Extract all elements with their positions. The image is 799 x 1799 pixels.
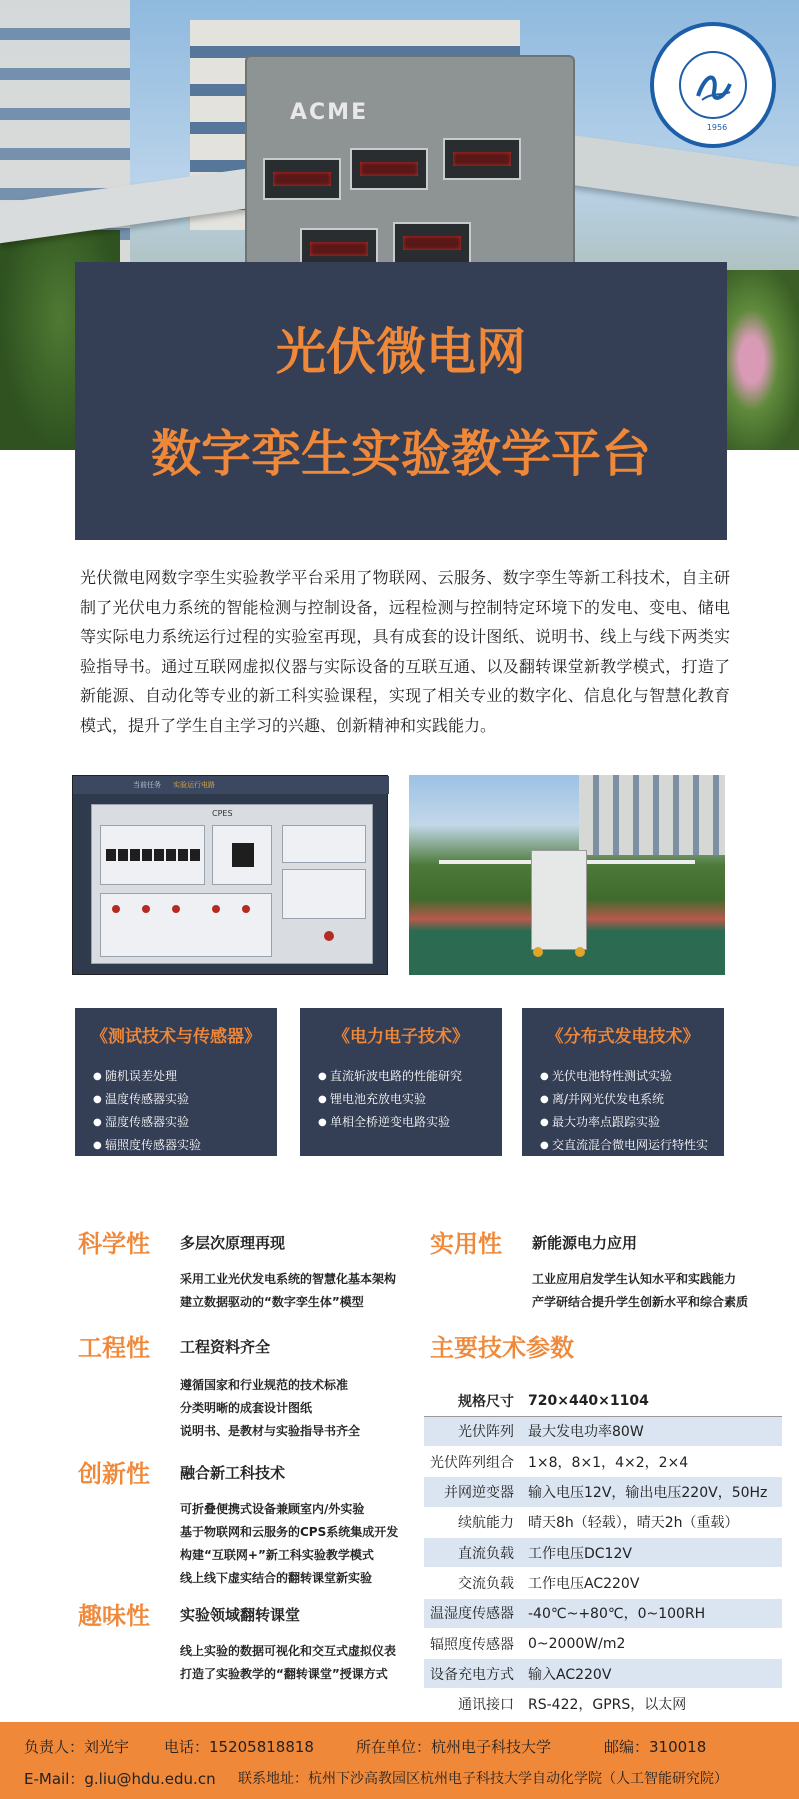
contact-footer (0, 1722, 799, 1799)
spec-value: 1×8，8×1，4×2，2×4 (522, 1447, 782, 1477)
table-row (424, 1628, 782, 1658)
meter-display (443, 138, 521, 180)
table-row (424, 1477, 782, 1507)
spec-key: 温湿度传感器 (424, 1598, 522, 1628)
course-box-title: 《电力电子技术》 (333, 1027, 469, 1047)
feature-line: 建立数据驱动的“数字孪生体”模型 (180, 1295, 364, 1309)
spec-value: 输入AC220V (522, 1659, 782, 1689)
indicator-light (242, 905, 250, 913)
spec-key: 通讯接口 (424, 1689, 522, 1719)
table-row (424, 1416, 782, 1446)
spec-value: 晴天8h（轻载），晴天2h（重载） (522, 1507, 782, 1537)
feature-key-practical: 实用性 (430, 1230, 502, 1258)
indicator-light (112, 905, 120, 913)
course-box-list (93, 1065, 271, 1157)
title-line-1: 光伏微电网 (276, 323, 526, 381)
list-item: ● 湿度传感器实验 (93, 1111, 271, 1134)
logo-wave-icon (692, 62, 736, 106)
sensor-box (282, 825, 366, 863)
course-box (75, 1008, 277, 1156)
list-item: ● 单相全桥逆变电路实验 (318, 1111, 496, 1134)
list-item: ● 直流斩波电路的性能研究 (318, 1065, 496, 1088)
footer-address: 联系地址：杭州下沙高教园区杭州电子科技大学自动化学院（人工智能研究院） (238, 1771, 728, 1787)
feature-lines (180, 1640, 396, 1686)
device-photo (409, 775, 725, 975)
spec-title: 主要技术参数 (430, 1334, 574, 1362)
pv-cell (178, 849, 188, 861)
indicator-light (324, 931, 334, 941)
list-item: ● 锂电池充放电实验 (318, 1088, 496, 1111)
feature-lines (180, 1498, 398, 1590)
feature-line: 构建“互联网+”新工科实验教学模式 (180, 1548, 374, 1562)
meter-display (350, 148, 428, 190)
tree-right (720, 270, 799, 450)
indicator-light (212, 905, 220, 913)
screenshot-panel (91, 804, 373, 964)
feature-lines (180, 1268, 396, 1314)
course-box-list (318, 1065, 496, 1134)
indicator-light (142, 905, 150, 913)
load-box (100, 893, 272, 957)
spec-key: 辐照度传感器 (424, 1628, 522, 1658)
intro-paragraph: 光伏微电网数字孪生实验教学平台采用了物联网、云服务、数字孪生等新工科技术，自主研制了光伏电力系统的智能检测与控制设备，远程检测与控制特定环境下的发电、变电、储电等实际电力系统运行过程的实验室再现，具有成套的设计图纸、说明书、线上与线下两类实验指导书。通过互联网虚拟仪器与实际设备的互联互通、以及翻转课堂新教学模式，打造了新能源、自动化等专业的新工科实验课程，实现了相关专业的数字化、信息化与智慧化教育模式，提升了学生自主学习的兴趣、创新精神和实践能力。 (80, 568, 730, 735)
footer-phone: 电话：15205818818 (164, 1738, 314, 1756)
spec-value: 最大发电功率80W (522, 1416, 782, 1446)
inverter-unit (232, 843, 254, 867)
table-row (424, 1507, 782, 1537)
feature-key-science: 科学性 (78, 1230, 150, 1258)
course-box (300, 1008, 502, 1156)
list-item: ● 辐照度传感器实验 (93, 1134, 271, 1157)
feature-line: 说明书、是教材与实验指导书齐全 (180, 1424, 361, 1438)
list-item: ● 最大功率点跟踪实验 (540, 1111, 718, 1134)
table-row (424, 1659, 782, 1689)
feature-key-engineering: 工程性 (78, 1334, 150, 1362)
title-banner (75, 262, 727, 540)
footer-unit: 所在单位：杭州电子科技大学 (356, 1738, 552, 1756)
pv-cell (106, 849, 116, 861)
table-row (424, 1386, 782, 1416)
title-line-2: 数字孪生实验教学平台 (151, 425, 651, 483)
photo-wheel (533, 947, 543, 957)
feature-line: 分类明晰的成套设计图纸 (180, 1401, 313, 1415)
photo-building (579, 775, 725, 855)
feature-head: 实验领域翻转课堂 (180, 1606, 301, 1624)
course-box-list (540, 1065, 718, 1180)
feature-head: 新能源电力应用 (532, 1234, 638, 1252)
spec-key: 光伏阵列组合 (424, 1447, 522, 1477)
pv-cell (118, 849, 128, 861)
photo-wheel (575, 947, 585, 957)
cabinet-brand: ACME (290, 100, 369, 125)
list-item: ● 交直流混合微电网运行特性实验 (540, 1134, 718, 1180)
feature-line: 产学研结合提升学生创新水平和综合素质 (532, 1295, 749, 1309)
feature-line: 遵循国家和行业规范的技术标准 (180, 1378, 349, 1392)
meter-display (263, 158, 341, 200)
spec-value: 工作电压AC220V (522, 1568, 782, 1598)
feature-key-innovation: 创新性 (78, 1460, 150, 1488)
spec-value: 输入电压12V，输出电压220V，50Hz (522, 1477, 782, 1507)
feature-head: 工程资料齐全 (180, 1338, 271, 1356)
list-item: ● 温度传感器实验 (93, 1088, 271, 1111)
course-box (522, 1008, 724, 1175)
footer-email[interactable]: E-Mail：g.liu@hdu.edu.cn (24, 1770, 216, 1788)
feature-line: 可折叠便携式设备兼顾室内/外实验 (180, 1502, 365, 1516)
table-row (424, 1598, 782, 1628)
logo-year: 1956 (706, 123, 728, 132)
list-item: ● 随机误差处理 (93, 1065, 271, 1088)
spec-key: 直流负载 (424, 1537, 522, 1567)
pv-cell (166, 849, 176, 861)
feature-line: 打造了实验教学的“翻转课堂”授课方式 (180, 1667, 388, 1681)
table-row (424, 1447, 782, 1477)
spec-value: 720×440×1104 (522, 1386, 782, 1416)
feature-line: 基于物联网和云服务的CPS系统集成开发 (180, 1525, 399, 1539)
indicator-light (172, 905, 180, 913)
feature-head: 融合新工科技术 (180, 1464, 286, 1482)
spec-value: RS-422，GPRS，以太网 (522, 1689, 782, 1719)
screenshot-panel-title: CPES (212, 809, 233, 818)
battery-box (282, 869, 366, 919)
pv-cell (142, 849, 152, 861)
table-row (424, 1689, 782, 1719)
pv-cell (130, 849, 140, 861)
software-screenshot (72, 775, 388, 975)
feature-lines (180, 1374, 360, 1443)
feature-line: 线上实验的数据可视化和交互式虚拟仪表 (180, 1644, 397, 1658)
course-box-title: 《分布式发电技术》 (546, 1027, 700, 1047)
feature-line: 线上线下虚实结合的翻转课堂新实验 (180, 1571, 373, 1585)
table-row (424, 1568, 782, 1598)
spec-key: 交流负载 (424, 1568, 522, 1598)
table-row (424, 1537, 782, 1567)
feature-line: 工业应用启发学生认知水平和实践能力 (532, 1272, 737, 1286)
course-box-title: 《测试技术与传感器》 (91, 1027, 261, 1047)
solar-panel-right (560, 133, 799, 217)
spec-key: 设备充电方式 (424, 1659, 522, 1689)
spec-key: 并网逆变器 (424, 1477, 522, 1507)
photo-cabinet (531, 850, 587, 950)
feature-line: 采用工业光伏发电系统的智慧化基本架构 (180, 1272, 397, 1286)
feature-head: 多层次原理再现 (180, 1234, 286, 1252)
university-logo (650, 22, 776, 148)
pv-cell (190, 849, 200, 861)
screenshot-toolbar (73, 776, 389, 794)
spec-value: 工作电压DC12V (522, 1537, 782, 1567)
meter-display (393, 222, 471, 264)
spec-table (424, 1386, 782, 1720)
screenshot-tab: 当前任务 (133, 781, 161, 789)
spec-key: 续航能力 (424, 1507, 522, 1537)
spec-value: -40℃~+80℃，0~100RH (522, 1598, 782, 1628)
spec-key: 光伏阵列 (424, 1416, 522, 1446)
footer-zip: 邮编：310018 (604, 1738, 707, 1756)
pv-cell (154, 849, 164, 861)
list-item: ● 离/并网光伏发电系统 (540, 1088, 718, 1111)
footer-leader: 负责人：刘光宇 (24, 1738, 130, 1756)
screenshot-tab: 实验运行电路 (173, 781, 215, 789)
feature-key-fun: 趣味性 (78, 1602, 150, 1630)
feature-lines (532, 1268, 748, 1314)
spec-value: 0~2000W/m2 (522, 1628, 782, 1658)
spec-key: 规格尺寸 (424, 1386, 522, 1416)
list-item: ● 光伏电池特性测试实验 (540, 1065, 718, 1088)
